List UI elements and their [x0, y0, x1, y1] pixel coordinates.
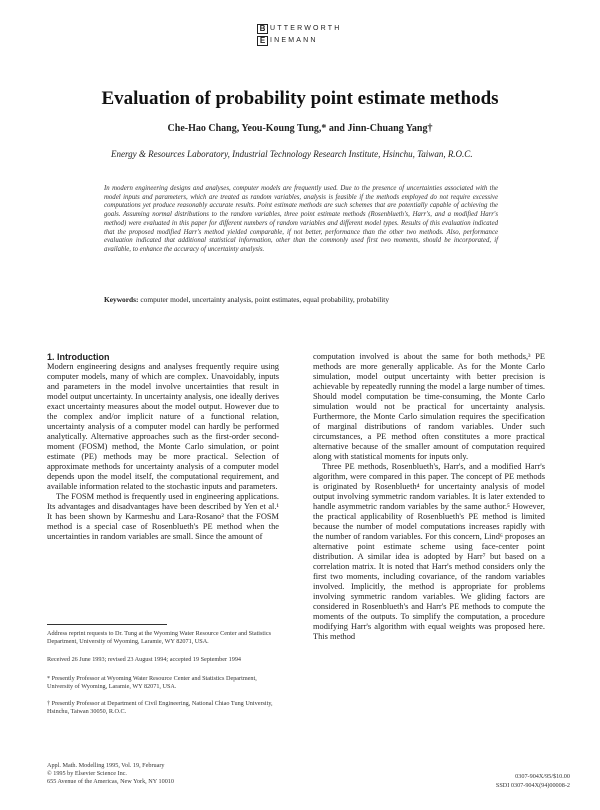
intro-paragraph-3: computation involved is about the same for both methods,³ PE methods are more generally applicable. As for the Monte Carlo simulation, model output uncertainty with better precision is achievable by repeatedly running the model a large number of times. Should model computation be time-consuming, the Monte Carlo simulation would not be practical for uncertainty analysis. Furthermore, the Monte Carlo simulation requires the specification of marginal distributions of random variables. Under such circumstances, a PE method often constitutes a more practical alternative because of the smaller amount of computation required along with statistical moments for inputs only.: [313, 352, 545, 461]
intro-paragraph-4: Three PE methods, Rosenblueth's, Harr's, and a modified Harr's algorithm, were compared in this paper. The concept of PE methods is originated by Rosenblueth⁴ for uncertainty analysis of model output involving symmetric random variables. It is later extended to handle asymmetric random variables by the same author.⁵ However, the practical applicability of Rosenblueth's PE method is limited because the number of model computations increases rapidly with the number of random variables. For this concern, Lind⁶ proposes an alternative point estimate scheme using face-center point distribution. A similar idea is adopted by Harr⁷ but based on a correlation matrix. It is noted that Harr's method considers only the first two moments, including covariance, of the random variables involved. Implicitly, the method is appropriate for problems involving symmetric random variables. We gliding factors are considered in Rosenblueth's and Harr's PE methods to compute the moments of the outputs. To simplify the computation, a procedure modifying Harr's algorithm with equal weights was proposed here. This method: [313, 462, 545, 641]
publisher-logo: [257, 23, 357, 47]
journal-ssdi: SSDI 0307-904X(94)00008-2: [495, 782, 570, 789]
logo-word-1: UTTERWORTH: [270, 25, 342, 32]
logo-initial-b: B: [257, 24, 268, 34]
keywords-text: computer model, uncertainty analysis, point estimates, equal probability, probability: [140, 295, 390, 304]
journal-copyright: © 1995 by Elsevier Science Inc.: [47, 770, 127, 777]
journal-codes: [440, 772, 570, 790]
publisher-address: 655 Avenue of the Americas, New York, NY 10010: [47, 778, 174, 785]
logo-word-2: INEMANN: [270, 37, 318, 44]
footnote-address: Address reprint requests to Dr. Tung at the Wyoming Water Resource Center and Statistics Department, University of Wyoming, Laramie, WY 82071, USA.: [47, 630, 272, 645]
section-heading-introduction: 1. Introduction: [47, 352, 110, 362]
keywords: [104, 295, 524, 304]
footnote-author-1: * Presently Professor at Wyoming Water Resource Center and Statistics Department, University of Wyoming, Laramie, WY 82071, USA.: [47, 675, 257, 690]
intro-paragraph-1: Modern engineering designs and analyses frequently require using computer models, many of which are complex. Unavoidably, inputs and parameters in the model involve uncertainties that result in model output uncertainty. In uncertainty analysis, one ideally derives exact uncertainty measures about the model output. However due to the complex and/or implicit nature of a functional relation, uncertainty analysis of a computer model can hardly be performed analytically. Alternative approaches such as the first-order second-moment (FOSM) method, the Monte Carlo simulation, or point estimate (PE) methods may be more practical. Selection of approximate methods for uncertainty analysis of a computer model depends upon the model itself, the computational requirement, and available information related to the stochastic inputs and parameters.: [47, 362, 279, 491]
paper-authors: Che-Hao Chang, Yeou-Koung Tung,* and Jinn-Chuang Yang†: [167, 123, 433, 134]
abstract: In modern engineering designs and analyses, computer models are frequently used. Due to the presence of uncertainties associated with the model inputs and parameters, which are treated as random variables, analysis is feasible if the methods employed do not require excessive computations yet produce reasonably accurate results. Point estimate methods are such schemes that are potentially capable of achieving the goals. Assuming normal distributions to the random variables, three point estimate methods (Rosenblueth's, Harr's, and a modified Harr's method) were evaluated in this paper for different numbers of random variables and different model types. Results of this evaluation indicated that the proposed modified Harr's method yielded comparable, if not better, performance than the other two methods. Also, performance evaluation indicated that additional statistical information, other than the commonly used first two moments, should be incorporated, if available, to enhance the accuracy of uncertainty analysis.: [104, 185, 498, 253]
author-affiliation: Energy & Resources Laboratory, Industrial Technology Research Institute, Hsinchu, Taiwan, R.O.C.: [111, 149, 473, 159]
keywords-label: Keywords:: [104, 295, 139, 304]
journal-info: [47, 762, 267, 786]
left-column: [47, 352, 279, 542]
intro-paragraph-2: The FOSM method is frequently used in engineering applications. Its advantages and disadvantages have been described by Yen et al.¹ It has been shown by Karmeshu and Lara-Rosano² that the FOSM method is a special case of Rosenblueth's PE method when the uncertainties in random variables are small. Since the amount of: [47, 492, 279, 541]
footnote-author-2: † Presently Professor at Department of Civil Engineering, National Chiao Tung University, Hsinchu, Taiwan 30050, R.O.C.: [47, 700, 273, 715]
footnote-divider: [47, 624, 167, 625]
journal-citation: Appl. Math. Modelling 1995, Vol. 19, February: [47, 762, 165, 769]
paper-title: Evaluation of probability point estimate methods: [101, 88, 499, 109]
logo-initial-h: E: [257, 36, 268, 46]
journal-issn: 0307-904X/95/$10.00: [515, 773, 570, 780]
footnote-received: Received 26 June 1993; revised 23 August 1994; accepted 19 September 1994: [47, 656, 242, 663]
right-column: [313, 352, 545, 642]
